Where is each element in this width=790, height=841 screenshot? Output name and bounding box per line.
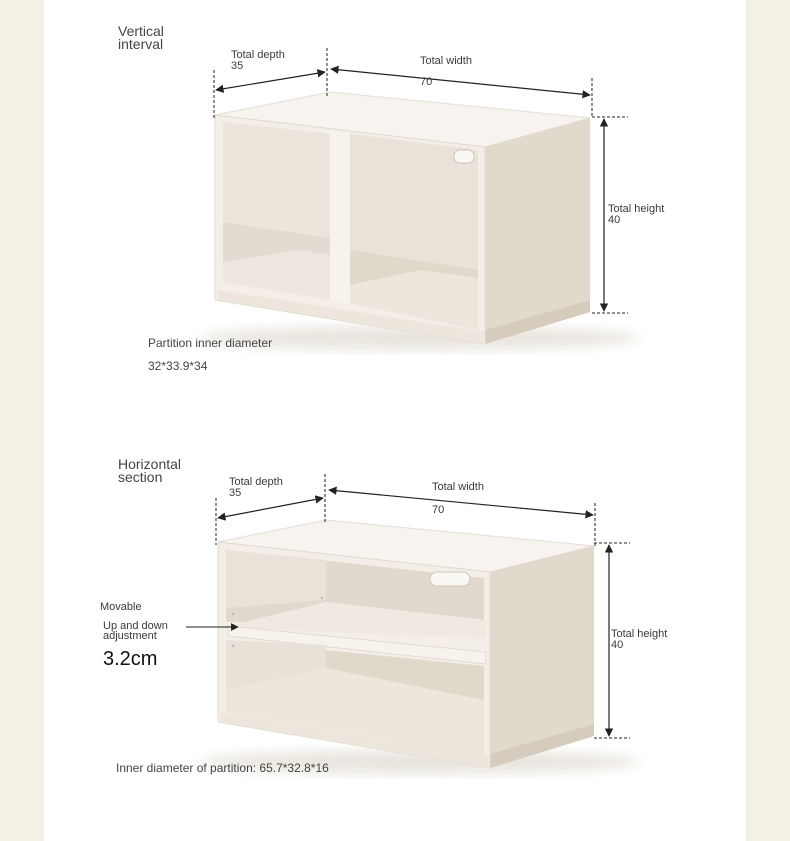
adjustment-label-line1: Up and down [103, 620, 168, 632]
horizontal-partition-text: Inner diameter of partition: 65.7*32.8*16 [116, 761, 329, 775]
horizontal-depth-label: Total depth [229, 476, 283, 488]
vertical-section-subtitle: interval [118, 36, 164, 52]
horizontal-height-value: 40 [611, 639, 624, 651]
horizontal-width-label: Total width [432, 481, 484, 493]
horizontal-height-label: Total height [611, 628, 668, 640]
vertical-partition-value: 32*33.9*34 [148, 359, 208, 373]
vertical-width-label: Total width [420, 55, 472, 67]
vertical-partition-label: Partition inner diameter [148, 336, 273, 350]
vertical-height-label: Total height [608, 203, 665, 215]
horizontal-section-subtitle: section [118, 469, 163, 485]
vertical-cabinet-illustration [200, 92, 640, 350]
vertical-depth-label: Total depth [231, 49, 285, 61]
vertical-height-value: 40 [608, 214, 621, 226]
vertical-width-value: 70 [420, 76, 433, 88]
adjustment-label-line2: adjustment [103, 630, 157, 642]
adjustment-value: 3.2cm [103, 648, 158, 670]
horizontal-width-value: 70 [432, 504, 445, 516]
horizontal-cabinet-illustration [200, 520, 640, 774]
movable-label: Movable [100, 601, 142, 613]
vertical-depth-value: 35 [231, 60, 244, 72]
vertical-section-title: Vertical [118, 23, 164, 39]
horizontal-section-title: Horizontal [118, 456, 182, 472]
horizontal-depth-value: 35 [229, 487, 242, 499]
